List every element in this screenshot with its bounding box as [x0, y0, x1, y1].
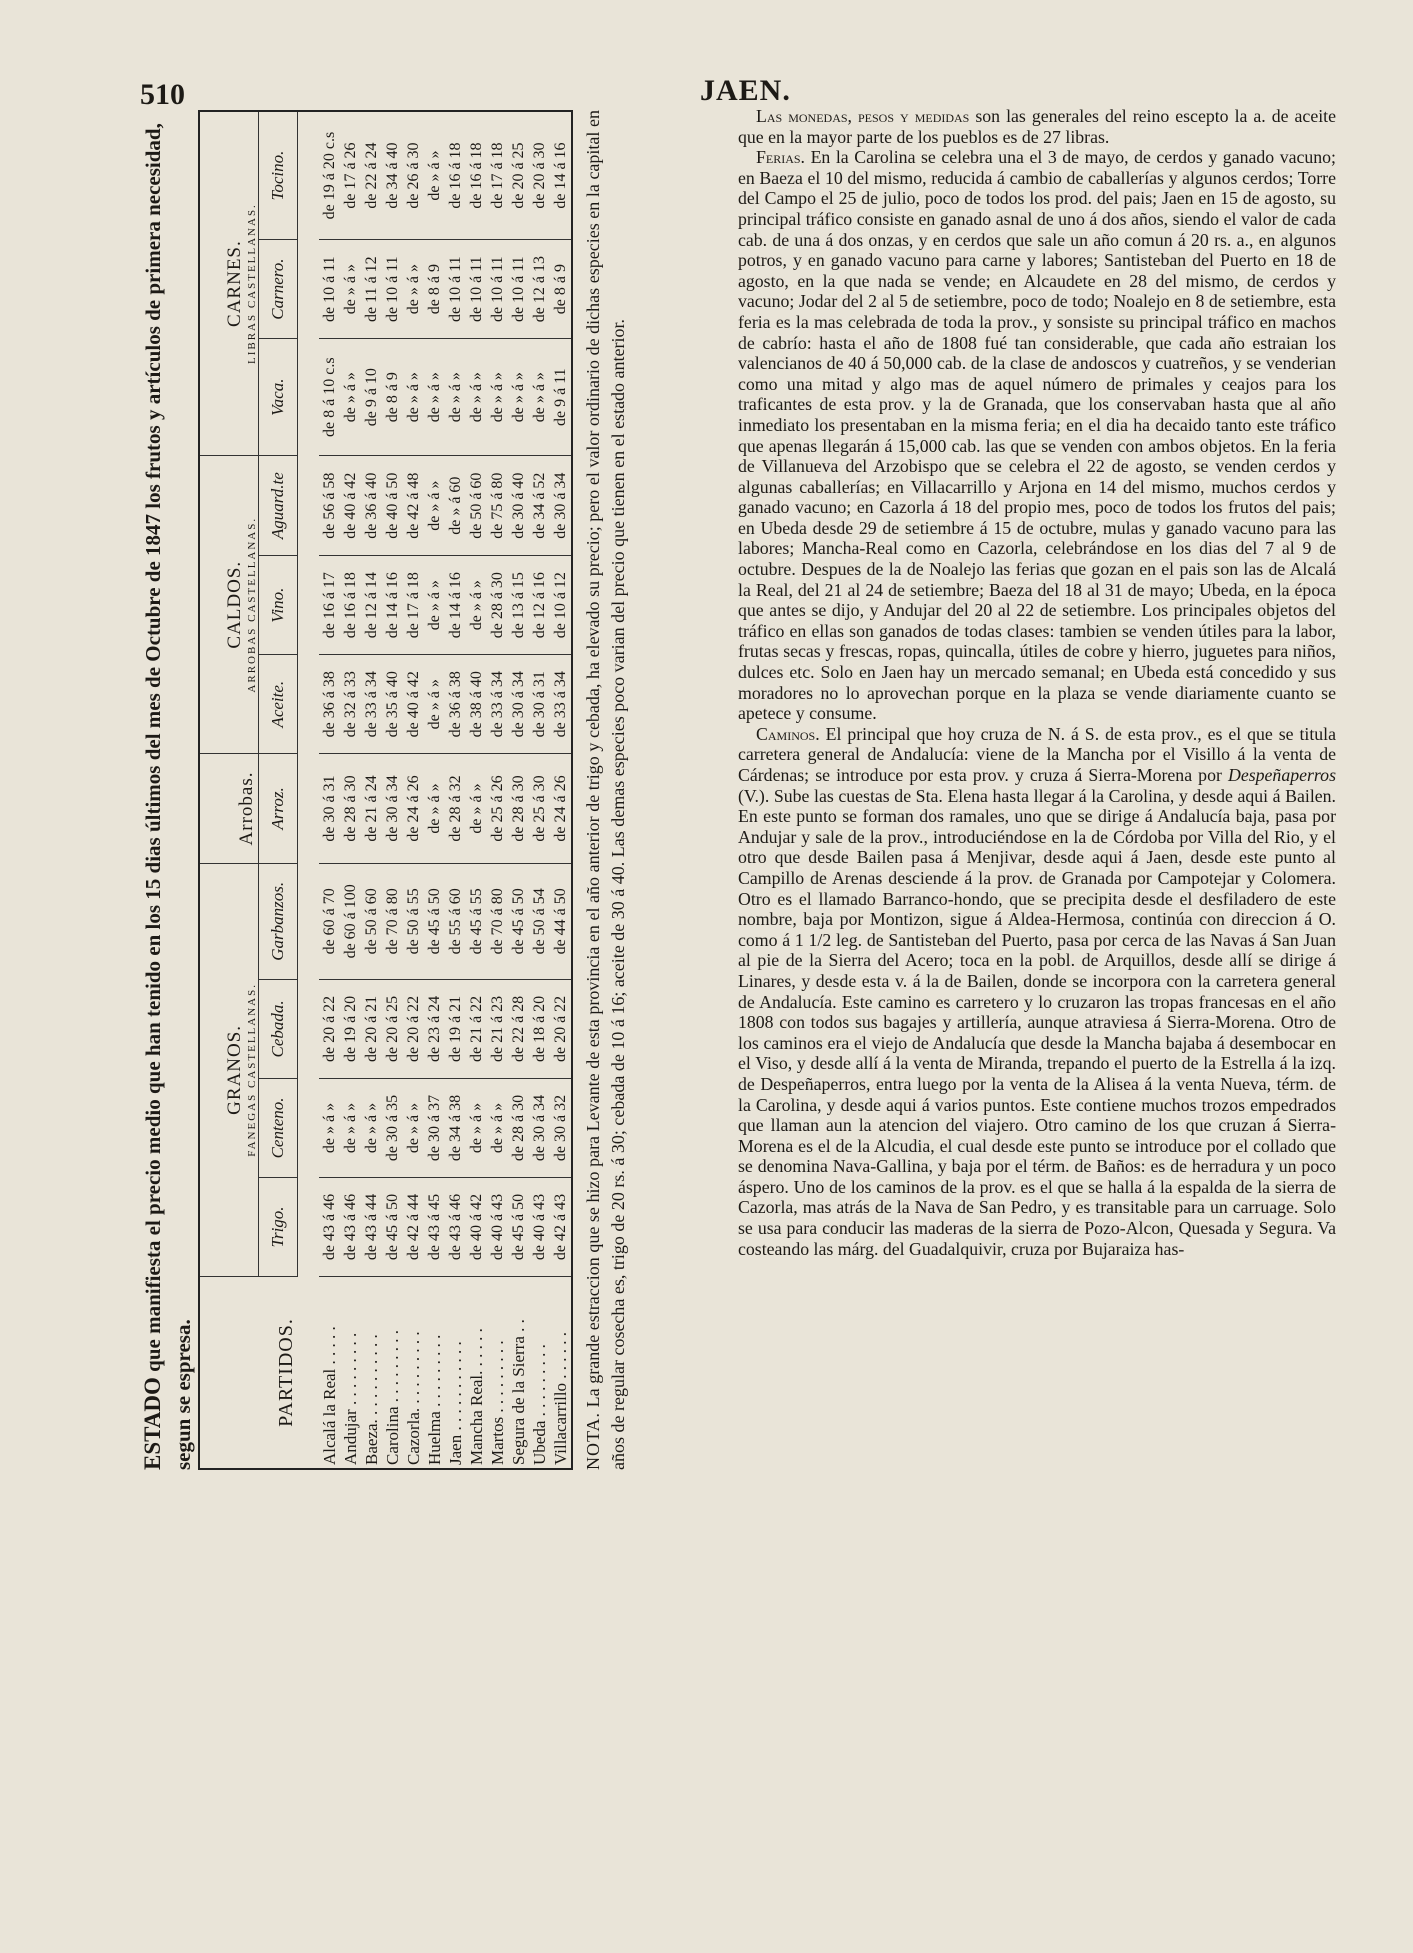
- price-cell: de 40 á 43: [529, 1177, 550, 1276]
- page-title: JAEN.: [700, 74, 791, 107]
- table-row: [487, 111, 508, 1469]
- price-cell: de 60 á 70: [319, 863, 340, 979]
- price-cell: de 10 á 11: [445, 240, 466, 339]
- table-row: [361, 111, 382, 1469]
- page-number: 510: [140, 78, 185, 111]
- price-cell: de 10 á 11: [466, 240, 487, 339]
- price-cell: de 16 á 18: [445, 111, 466, 240]
- partido-name: Baeza. . . . . . . . . . .: [361, 1277, 382, 1470]
- price-cell: de 30 á 32: [550, 1078, 572, 1177]
- paragraph-ferias: [738, 147, 1336, 724]
- price-cell: de 25 á 26: [487, 754, 508, 864]
- price-cell: de » á »: [529, 339, 550, 456]
- rotated-table-block: [138, 110, 698, 1470]
- table-row: [403, 111, 424, 1469]
- price-cell: de 40 á 50: [382, 456, 403, 556]
- price-cell: de » á »: [403, 339, 424, 456]
- column-header: Vino.: [259, 556, 298, 655]
- partido-name: Andujar . . . . . . . . .: [340, 1277, 361, 1470]
- price-cell: de 28 á 30: [340, 754, 361, 864]
- column-header: Tocino.: [259, 111, 298, 240]
- price-cell: de 12 á 13: [529, 240, 550, 339]
- price-cell: de » á »: [424, 655, 445, 754]
- price-cell: de 28 á 30: [487, 556, 508, 655]
- price-cell: de » á »: [466, 339, 487, 456]
- price-cell: de 70 á 80: [382, 863, 403, 979]
- caldos-title: CALDOS.: [224, 560, 245, 649]
- price-cell: de 20 á 22: [550, 979, 572, 1078]
- price-cell: de 20 á 22: [319, 979, 340, 1078]
- note-text: La grande estraccion que se hizo para Levante de esta provincia en el año anterior de trigo y cebada, ha elevado su precio; pero el valor ordinario de dichas especies en la capital en años de regular cosecha es, trigo de 20 rs. á 30; cebada de 10 á 16; aceite de 30 á 40. Las demas especies poco varian del precio que tienen en el estado anterior.: [583, 110, 628, 1470]
- partido-name: Jaen . . . . . . . . . . .: [445, 1277, 466, 1470]
- price-cell: de 40 á 42: [403, 655, 424, 754]
- granos-header: [199, 863, 259, 1276]
- price-cell: de » á »: [487, 1078, 508, 1177]
- price-cell: de 56 á 58: [319, 456, 340, 556]
- paragraph-text: El principal que hoy cruza de N. á S. de esta prov., es el que se titula carretera general de Andalucía: viene de la Mancha por el Visillo á la venta de Cárdenas; se introduce por esta prov. y cruza á Sierra-Morena por: [738, 723, 1336, 785]
- price-cell: de 30 á 37: [424, 1078, 445, 1177]
- price-cell: de 30 á 34: [382, 754, 403, 864]
- column-header: Aguard.te: [259, 456, 298, 556]
- price-cell: de 26 á 30: [403, 111, 424, 240]
- price-cell: de 10 á 11: [508, 240, 529, 339]
- table-row: [424, 111, 445, 1469]
- price-cell: de 12 á 14: [361, 556, 382, 655]
- price-cell: de 16 á 17: [319, 556, 340, 655]
- carnes-subtitle: LIBRAS CASTELLANAS.: [246, 203, 258, 365]
- price-cell: de 12 á 16: [529, 556, 550, 655]
- price-cell: de 10 á 11: [487, 240, 508, 339]
- price-cell: de » á 60: [445, 456, 466, 556]
- partido-name: Segura de la Sierra . .: [508, 1277, 529, 1470]
- carnes-title: CARNES.: [224, 240, 245, 327]
- partido-name: Alcalá la Real . . . . .: [319, 1277, 340, 1470]
- price-cell: de 13 á 15: [508, 556, 529, 655]
- price-cell: de » á »: [424, 111, 445, 240]
- price-cell: de 18 á 20: [529, 979, 550, 1078]
- partido-name: Huelma . . . . . . . . .: [424, 1277, 445, 1470]
- price-cell: de » á »: [403, 1078, 424, 1177]
- partido-name: Mancha Real. . . . . .: [466, 1277, 487, 1470]
- table-row: [340, 111, 361, 1469]
- price-cell: de » á »: [466, 754, 487, 864]
- price-cell: de 14 á 16: [550, 111, 572, 240]
- price-cell: de 28 á 30: [508, 754, 529, 864]
- price-cell: de 33 á 34: [550, 655, 572, 754]
- column-header: Arroz.: [259, 754, 298, 864]
- price-cell: de 50 á 54: [529, 863, 550, 979]
- table-row: [529, 111, 550, 1469]
- price-cell: de 36 á 38: [445, 655, 466, 754]
- price-cell: de 32 á 33: [340, 655, 361, 754]
- column-header: Garbanzos.: [259, 863, 298, 979]
- price-cell: de 30 á 34: [550, 456, 572, 556]
- price-cell: de 42 á 43: [550, 1177, 572, 1276]
- price-cell: de 17 á 18: [403, 556, 424, 655]
- price-cell: de 40 á 42: [466, 1177, 487, 1276]
- price-cell: de 11 á 12: [361, 240, 382, 339]
- price-cell: de 35 á 40: [382, 655, 403, 754]
- arrobas-title: Arrobas.: [236, 771, 257, 846]
- table-row: [319, 111, 340, 1469]
- price-cell: de 10 á 12: [550, 556, 572, 655]
- price-cell: de 45 á 50: [508, 1177, 529, 1276]
- price-cell: de 30 á 35: [382, 1078, 403, 1177]
- price-cell: de 10 á 11: [382, 240, 403, 339]
- price-cell: de 45 á 50: [382, 1177, 403, 1276]
- price-cell: de 50 á 55: [403, 863, 424, 979]
- price-cell: de 20 á 25: [382, 979, 403, 1078]
- price-cell: de 25 á 30: [529, 754, 550, 864]
- price-cell: de 75 á 80: [487, 456, 508, 556]
- price-cell: de 19 á 21: [445, 979, 466, 1078]
- price-cell: de 45 á 55: [466, 863, 487, 979]
- table-heading-text: que manifiesta el precio medio que han tenido en los 15 dias últimos del mes de Octubre de 1847 los frutos y artículos de primera necesidad, segun se espresa.: [141, 123, 195, 1470]
- price-cell: de » á »: [466, 556, 487, 655]
- price-cell: de 70 á 80: [487, 863, 508, 979]
- table-note: [581, 110, 631, 1470]
- price-cell: de » á »: [424, 754, 445, 864]
- price-cell: de 8 á 10 c.s: [319, 339, 340, 456]
- price-cell: de 14 á 16: [382, 556, 403, 655]
- price-cell: de 8 á 9: [550, 240, 572, 339]
- table-row: [550, 111, 572, 1469]
- column-header: Cebada.: [259, 979, 298, 1078]
- price-cell: de » á »: [508, 339, 529, 456]
- price-cell: de 43 á 44: [361, 1177, 382, 1276]
- partido-name: Cazorla. . . . . . . . . .: [403, 1277, 424, 1470]
- price-cell: de 24 á 26: [403, 754, 424, 864]
- caldos-subtitle: ARROBAS CASTELLANAS.: [246, 516, 258, 693]
- price-cell: de 42 á 48: [403, 456, 424, 556]
- price-cell: de 22 á 24: [361, 111, 382, 240]
- price-cell: de 20 á 30: [529, 111, 550, 240]
- price-cell: de 33 á 34: [361, 655, 382, 754]
- price-cell: de 45 á 50: [424, 863, 445, 979]
- table-row: [466, 111, 487, 1469]
- price-cell: de 24 á 26: [550, 754, 572, 864]
- carnes-header: [199, 111, 259, 456]
- column-header: Carnero.: [259, 240, 298, 339]
- price-cell: de 17 á 18: [487, 111, 508, 240]
- price-cell: de 9 á 11: [550, 339, 572, 456]
- column-header: Vaca.: [259, 339, 298, 456]
- price-cell: de 40 á 43: [487, 1177, 508, 1276]
- table-row: [382, 111, 403, 1469]
- column-header: Trigo.: [259, 1177, 298, 1276]
- price-cell: de 45 á 50: [508, 863, 529, 979]
- paragraph-lead: Caminos.: [756, 723, 820, 744]
- price-cell: de 9 á 10: [361, 339, 382, 456]
- price-cell: de » á »: [466, 1078, 487, 1177]
- price-cell: de 8 á 9: [424, 240, 445, 339]
- price-cell: de 38 á 40: [466, 655, 487, 754]
- price-cell: de 21 á 23: [487, 979, 508, 1078]
- price-cell: de 30 á 34: [529, 1078, 550, 1177]
- price-cell: de » á »: [340, 339, 361, 456]
- partidos-header: PARTIDOS.: [199, 1277, 298, 1470]
- price-cell: de 30 á 31: [529, 655, 550, 754]
- price-cell: de 43 á 45: [424, 1177, 445, 1276]
- paragraph-text: (V.). Sube las cuestas de Sta. Elena hasta llegar á la Carolina, y desde aqui á Bailen. En este punto se forman dos ramales, uno que se dirige á Andalucía baja, pasa por Andujar y sale de la prov., introduciéndose en la de Córdoba por Villa del Rio, y el otro que desde Bailen pasa á Menjivar, desde aqui á Jaen, desde este punto al Campillo de Arenas desciende á la prov. de Granada por Campotejar y Colomera. Otro es el llamado Barranco-hondo, que se precipita desde el desfiladero de este nombre, baja por Montizon, sigue á Aldea-Hermosa, continúa con direccion á O. como á 1 1/2 leg. de Santisteban del Puerto, pasa por cerca de las Navas á San Juan al pie de la Sierra del Acero; toca en la pobl. de Arquillos, desde allí se dirige á Linares, y desde esta v. á la de Bailen, donde se incorpora con la carretera general de Andalucía. Este camino es carretero y lo cruzaron las tropas francesas en el año 1808 con todos sus bagajes y artillería, aunque atraviesa á Sierra-Morena. Otro de los caminos era el viejo de Andalucía que desde la Mancha bajaba á desembocar en el Viso, y desde allí á la venta de Miranda, trepando el puerto de la Estrella á la izq. de Despeñaperros, entra luego por la venta de la Alisea á la venta Nueva, térm. de la Carolina, y desde aqui á varios puntos. Este contiene muchos trozos empedrados que llaman aun la atencion del viajero. Otro camino de los que cruzan á Sierra-Morena es el de la Alcudia, el cual desde este punto se introduce por el collado que se denomina Nava-Gallina, y baja por el térm. de Baños: es de herradura y un poco áspero. Uno de los caminos de la prov. es el que se halla á la espalda de la sierra de Cazorla, mas atrás de la Nava de San Pedro, y es transitable para un carruage. Solo se usa para conducir las maderas de la sierra de Pozo-Alcon, Quesada y Segura. Va costeando las márg. del Guadalquivir, cruza por Bujaraiza has-: [738, 785, 1336, 1259]
- paragraph-text: son las generales del reino escepto la a. de aceite que en la mayor parte de los pueblos es de 27 libras.: [738, 106, 1336, 147]
- price-cell: de 43 á 46: [319, 1177, 340, 1276]
- caldos-header: [199, 456, 259, 754]
- partido-name: Martos . . . . . . . . .: [487, 1277, 508, 1470]
- price-cell: de 20 á 25: [508, 111, 529, 240]
- price-cell: de 16 á 18: [340, 556, 361, 655]
- price-cell: de 17 á 26: [340, 111, 361, 240]
- price-cell: de 21 á 22: [466, 979, 487, 1078]
- price-cell: de 20 á 21: [361, 979, 382, 1078]
- column-header: Centeno.: [259, 1078, 298, 1177]
- price-cell: de » á »: [424, 339, 445, 456]
- partido-name: Carolina . . . . . . . . .: [382, 1277, 403, 1470]
- paragraph-lead: Las monedas, pesos y medidas: [756, 106, 970, 126]
- price-cell: de 34 á 40: [382, 111, 403, 240]
- paragraph-lead: Ferias.: [756, 147, 806, 168]
- prices-table: [198, 110, 573, 1470]
- column-header: Aceite.: [259, 655, 298, 754]
- price-cell: de » á »: [340, 240, 361, 339]
- price-cell: de 8 á 9: [382, 339, 403, 456]
- price-cell: de 19 á 20: [340, 979, 361, 1078]
- price-cell: de » á »: [445, 339, 466, 456]
- paragraph-text: En la Carolina se celebra una el 3 de mayo, de cerdos y ganado vacuno; en Baeza el 10 del mismo, reducida á cambio de caballerías y algunos cerdos; Torre del Campo el 25 de julio, poco de todos los prod. del pais; Jaen en 15 de agosto, su principal tráfico consiste en ganado asnal de uno á dos años, siendo el valor de cada cab. de una á dos onzas, y en cerdos que sale un año comun á 20 rs. a., en algunos potros, y en ganado vacuno para carne y labores; Santisteban del Puerto en 18 de agosto, en la que nada se vende; en Alcaudete en 28 del mismo, de cerdos y vacuno; Jodar del 2 al 5 de setiembre, poco de todo; Noalejo en 8 de setiembre, esta feria es la mas celebrada de toda la prov., y sonsiste su principal tráfico en machos de cabrío: hasta el año de 1808 fué tan considerable, que cada año estraian los valencianos de 40 á 50,000 cab. de la clase de andoscos y cuatreños, y se venderian como una mitad y algo mas de aquel número de primales y ceajos para los traficantes de esta prov. y la de Granada, que los conservaban hasta que al año inmediato los presentaban en la misma feria; en el dia ha decaido tanto este tráfico que apenas llegarán á 15,000 cab. las que se venden con ambos objetos. En la feria de Villanueva del Arzobispo que se celebra el 22 de agosto, se venden cerdos y algunas caballerías; en Villacarrillo y Arjona en 14 del mismo, muchos cerdos y ganado vacuno; en Cazorla á 18 del propio mes, poco de todos los frutos del pais; en Ubeda desde 29 de setiembre á 15 de octubre, mulas y ganado vacuno para las labores; Mancha-Real como en Cazorla, celebrándose en los dias del 7 al 9 de octubre. Despues de la de Noalejo las ferias que gozan en el pais son las de Alcalá la Real, del 21 al 24 de setiembre; Baeza del 18 al 31 de mayo; Ubeda, en la época que antes se dijo, y Andujar del 20 al 22 de setiembre. Los principales objetos del tráfico en ellas son ganados de todas clases: tambien se venden útiles para la labor, frutas secas y frescas, ropas, quincalla, útiles de cobre y hierro, juguetes para niños, dulces etc. Solo en Jaen hay un mercado semanal; en Ubeda está concedido y sus moradores no lo aprovechan porque en la plaza se vende diariamente cuanto se apetece y consume.: [738, 147, 1336, 724]
- table-heading: [138, 110, 198, 1470]
- price-cell: de » á »: [424, 556, 445, 655]
- price-cell: de » á »: [403, 240, 424, 339]
- body-text: [738, 106, 1336, 1259]
- price-cell: de 19 á 20 c.s: [319, 111, 340, 240]
- price-cell: de » á »: [487, 339, 508, 456]
- note-label: NOTA.: [583, 1411, 603, 1470]
- paragraph-italic: Despeñaperros: [1228, 765, 1336, 785]
- price-cell: de 30 á 31: [319, 754, 340, 864]
- price-cell: de 28 á 32: [445, 754, 466, 864]
- paragraph-caminos: [738, 724, 1336, 1259]
- price-cell: de 28 á 30: [508, 1078, 529, 1177]
- price-cell: de 40 á 42: [340, 456, 361, 556]
- table-row: [445, 111, 466, 1469]
- price-cell: de » á »: [340, 1078, 361, 1177]
- arrobas-header: [199, 754, 259, 864]
- price-cell: de 20 á 22: [403, 979, 424, 1078]
- price-cell: de 60 á 100: [340, 863, 361, 979]
- partido-name: Villacarrillo . . . . . .: [550, 1277, 572, 1470]
- granos-subtitle: FANEGAS CASTELLANAS.: [246, 983, 258, 1157]
- granos-title: GRANOS.: [224, 1024, 245, 1115]
- price-cell: de 50 á 60: [466, 456, 487, 556]
- price-cell: de 34 á 38: [445, 1078, 466, 1177]
- price-cell: de 21 á 24: [361, 754, 382, 864]
- price-cell: de 43 á 46: [340, 1177, 361, 1276]
- price-cell: de 34 á 52: [529, 456, 550, 556]
- price-cell: de 10 á 11: [319, 240, 340, 339]
- price-cell: de 22 á 28: [508, 979, 529, 1078]
- price-cell: de 33 á 34: [487, 655, 508, 754]
- table-body: [298, 111, 573, 1469]
- price-cell: de 42 á 44: [403, 1177, 424, 1276]
- paragraph-monedas: [738, 106, 1336, 147]
- partido-name: Ubeda . . . . . . . . .: [529, 1277, 550, 1470]
- price-cell: de 30 á 34: [508, 655, 529, 754]
- table-row: [508, 111, 529, 1469]
- price-cell: de 14 á 16: [445, 556, 466, 655]
- price-cell: de 30 á 40: [508, 456, 529, 556]
- price-cell: de 36 á 38: [319, 655, 340, 754]
- price-cell: de 23 á 24: [424, 979, 445, 1078]
- price-cell: de » á »: [361, 1078, 382, 1177]
- price-cell: de 43 á 46: [445, 1177, 466, 1276]
- price-cell: de » á »: [424, 456, 445, 556]
- price-cell: de 55 á 60: [445, 863, 466, 979]
- price-cell: de 44 á 50: [550, 863, 572, 979]
- price-cell: de 50 á 60: [361, 863, 382, 979]
- price-cell: de 16 á 18: [466, 111, 487, 240]
- price-cell: de » á »: [319, 1078, 340, 1177]
- price-cell: de 36 á 40: [361, 456, 382, 556]
- table-heading-lead: ESTADO: [140, 1377, 165, 1470]
